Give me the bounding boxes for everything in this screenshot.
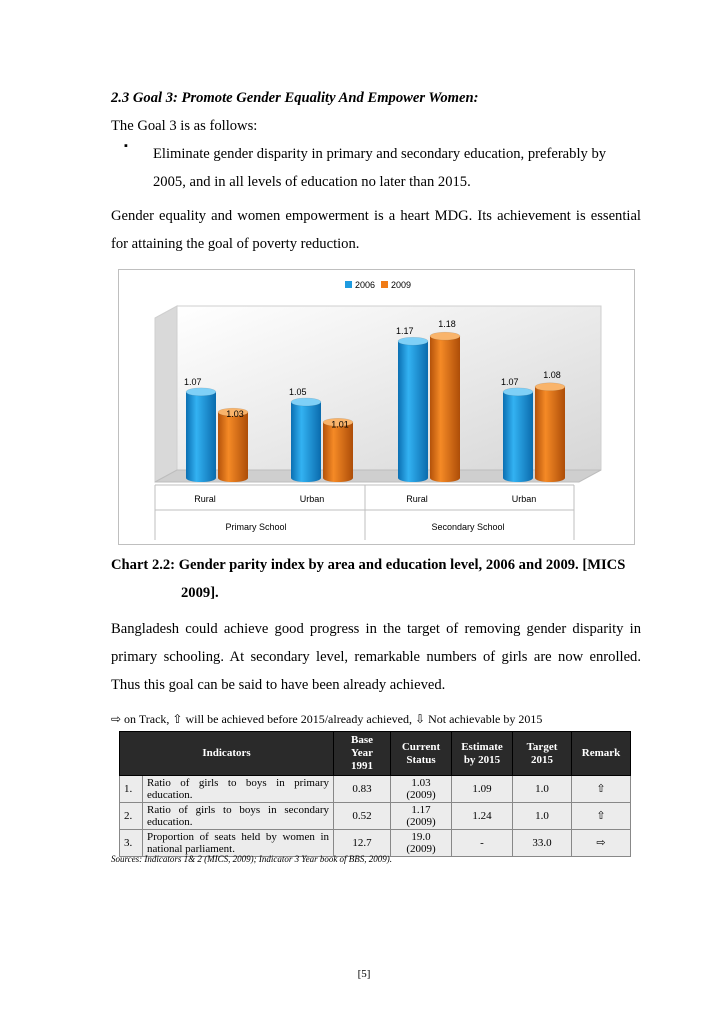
row-indicator: Proportion of seats held by women in national parliament. [143, 830, 334, 857]
row-base: 0.52 [334, 803, 391, 830]
row-current-year: (2009) [406, 843, 436, 855]
row-current [391, 776, 452, 803]
page-number: [5] [357, 968, 371, 980]
row-number: 3. [120, 830, 143, 857]
chart-caption [111, 551, 641, 607]
legend-label-2009: 2009 [391, 280, 412, 290]
row-number: 2. [120, 803, 143, 830]
category-label: Rural [194, 494, 216, 504]
bar-2006-0 [186, 388, 216, 482]
chart-side-wall [155, 306, 177, 482]
header-target-line-1: Target [526, 740, 558, 753]
section-heading: 2.3 Goal 3: Promote Gender Equality And Empower Women: [111, 90, 479, 106]
row-remark-icon: ⇨ [572, 830, 631, 857]
header-estimate [452, 732, 513, 776]
value-label: 1.01 [331, 419, 349, 430]
row-number: 1. [120, 776, 143, 803]
category-label: Urban [511, 494, 537, 504]
row-estimate: - [452, 830, 513, 857]
group-label: Secondary School [431, 522, 505, 532]
value-label: 1.18 [438, 319, 456, 330]
row-indicator: Ratio of girls to boys in primary education. [143, 776, 334, 803]
header-base-line-2: Year [351, 747, 373, 759]
row-target: 1.0 [513, 776, 572, 803]
category-label: Rural [406, 494, 428, 504]
header-base-line-1: Base [351, 734, 373, 746]
row-current [391, 803, 452, 830]
value-label: 1.07 [501, 376, 519, 387]
row-target: 1.0 [513, 803, 572, 830]
row-estimate: 1.24 [452, 803, 513, 830]
bar-2006-3 [503, 388, 533, 482]
row-base: 0.83 [334, 776, 391, 803]
bar-2009-0 [218, 408, 248, 482]
row-estimate: 1.09 [452, 776, 513, 803]
chart-legend [345, 280, 411, 290]
category-label: Urban [299, 494, 325, 504]
legend-swatch-2006 [345, 281, 352, 288]
row-current-value: 19.0 [411, 831, 431, 843]
header-current-status [391, 732, 452, 776]
caption-line-2: 2009]. [181, 585, 219, 601]
header-estimate-line-2: by 2015 [463, 753, 501, 766]
table-row [120, 803, 631, 830]
goal-bullet [153, 140, 641, 196]
mdg-indicator-table [119, 731, 631, 857]
sources-note: Sources: Indicators 1& 2 (MICS, 2009); Indicator 3 Year book of BBS, 2009). [111, 854, 393, 864]
gender-parity-chart [118, 269, 635, 545]
row-current-value: 1.17 [411, 804, 431, 816]
header-indicators: Indicators [120, 732, 334, 776]
row-base: 12.7 [334, 830, 391, 857]
row-current-year: (2009) [406, 816, 436, 828]
table-header-row [120, 732, 631, 776]
row-current-year: (2009) [406, 789, 436, 801]
bar-2006-2 [398, 337, 428, 482]
value-label: 1.07 [184, 376, 202, 387]
row-indicator: Ratio of girls to boys in secondary education. [143, 803, 334, 830]
row-target: 33.0 [513, 830, 572, 857]
group-label: Primary School [225, 522, 287, 532]
table-row [120, 830, 631, 857]
goal-intro: The Goal 3 is as follows: [111, 118, 258, 134]
row-remark-icon: ⇧ [572, 803, 631, 830]
legend-label-2006: 2006 [355, 280, 376, 290]
paragraph-progress: Bangladesh could achieve good progress in the target of removing gender disparity in primary schooling. At secondary level, remarkable numbers of girls are now enrolled. Thus this goal can be said to have been already achieved. [111, 621, 641, 693]
header-target-line-2: 2015 [531, 753, 553, 766]
header-estimate-line-1: Estimate [461, 740, 503, 753]
bar-2009-2 [430, 332, 460, 482]
bar-2009-3 [535, 383, 565, 482]
header-base-line-3: 1991 [351, 760, 373, 772]
header-current-line-1: Current [401, 740, 441, 753]
row-remark-icon: ⇧ [572, 776, 631, 803]
status-legend: ⇨ on Track, ⇧ will be achieved before 2015/already achieved, ⇩ Not achievable by 2015 [111, 712, 543, 726]
header-current-line-2: Status [406, 753, 436, 766]
value-label: 1.03 [226, 409, 244, 420]
bullet-icon: ▪ [124, 140, 128, 152]
value-label: 1.17 [396, 326, 414, 337]
row-current-value: 1.03 [411, 777, 431, 789]
header-base-year [334, 732, 391, 776]
chart-canvas [119, 270, 634, 544]
paragraph-gender-equality: Gender equality and women empowerment is a heart MDG. Its achievement is essential for attaining the goal of poverty reduction. [111, 208, 641, 252]
row-current [391, 830, 452, 857]
header-target [513, 732, 572, 776]
caption-line-1: Chart 2.2: Gender parity index by area and education level, 2006 and 2009. [MICS [111, 557, 626, 573]
value-label: 1.05 [289, 387, 307, 397]
bar-2006-1 [291, 398, 321, 482]
table-row [120, 776, 631, 803]
legend-swatch-2009 [381, 281, 388, 288]
bullet-line-1: Eliminate gender disparity in primary and secondary education, preferably by [153, 146, 607, 162]
bullet-line-2: 2005, and in all levels of education no later than 2015. [153, 174, 471, 190]
header-remark: Remark [572, 732, 631, 776]
value-label: 1.08 [543, 369, 561, 380]
